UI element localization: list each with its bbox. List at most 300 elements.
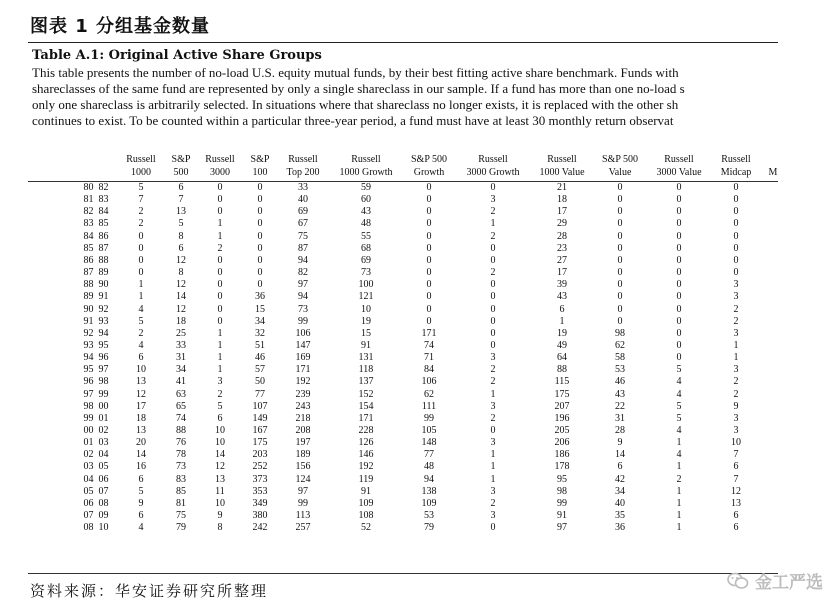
value-cell: 7 [138, 194, 144, 206]
table-row [28, 376, 778, 388]
value-cell: 167 [252, 425, 268, 436]
value-cell: 53 [424, 510, 434, 522]
value-cell: 2 [138, 327, 144, 339]
table-row [28, 401, 778, 413]
value-cell: 10 [361, 303, 371, 315]
value-cell: 1 [217, 230, 223, 242]
value-cell: 28 [557, 230, 567, 242]
period-cell: 81 83 [83, 194, 109, 206]
value-cell: 126 [358, 437, 374, 449]
column-header-line2: 100 [252, 167, 268, 178]
column-header-line1: S&P 500 [410, 154, 448, 165]
value-cell: 1 [676, 461, 682, 473]
value-cell: 0 [617, 254, 623, 266]
period-cell: 99 01 [83, 412, 109, 424]
value-cell: 171 [358, 412, 374, 424]
value-cell: 0 [617, 267, 623, 279]
value-cell: 148 [421, 437, 437, 449]
value-cell: 84 [424, 364, 434, 376]
value-cell: 91 [361, 339, 371, 351]
value-cell: 0 [426, 279, 432, 291]
column-header-line2: 1000 [131, 167, 151, 178]
value-cell: 0 [217, 315, 223, 327]
table-row [28, 425, 778, 437]
value-cell: 39 [557, 279, 567, 291]
value-cell: 0 [676, 230, 682, 242]
period-cell: 91 93 [83, 315, 109, 327]
value-cell: 2 [490, 376, 496, 388]
value-cell: 9 [217, 510, 223, 522]
period-cell: 94 96 [83, 352, 109, 364]
value-cell: 17 [557, 206, 567, 218]
value-cell: 99 [298, 497, 308, 509]
value-cell: 178 [554, 461, 570, 473]
value-cell: 43 [557, 291, 567, 303]
value-cell: 2 [138, 218, 144, 230]
value-cell: 0 [257, 182, 263, 193]
value-cell: 2 [733, 388, 739, 400]
table-row [28, 486, 778, 498]
value-cell: 58 [615, 352, 625, 364]
period-cell: 95 97 [83, 364, 109, 376]
value-cell: 18 [176, 315, 186, 327]
value-cell: 28 [615, 425, 625, 436]
value-cell: 0 [257, 254, 263, 266]
value-cell: 9 [733, 400, 739, 412]
value-cell: 2 [733, 303, 739, 315]
value-cell: 0 [217, 279, 223, 291]
value-cell: 53 [615, 364, 625, 376]
period-cell: 85 87 [83, 242, 109, 254]
value-cell: 65 [176, 400, 186, 412]
value-cell: 208 [295, 425, 311, 436]
value-cell: 353 [252, 485, 268, 497]
source-rule [28, 573, 778, 574]
value-cell: 0 [676, 327, 682, 339]
value-cell: 14 [136, 449, 146, 461]
value-cell: 77 [424, 449, 434, 461]
value-cell: 0 [490, 303, 496, 315]
period-cell: 02 04 [83, 449, 109, 461]
value-cell: 75 [298, 230, 308, 242]
value-cell: 1 [490, 388, 496, 400]
table-row [28, 449, 778, 461]
column-header-line2: Midcap [720, 167, 752, 178]
period-cell: 90 92 [83, 303, 109, 315]
table-row [28, 206, 778, 218]
table-image [28, 46, 778, 566]
value-cell: 85 [176, 485, 186, 497]
value-cell: 138 [421, 485, 437, 497]
value-cell: 40 [615, 497, 625, 509]
value-cell: 55 [361, 230, 371, 242]
value-cell: 77 [255, 388, 265, 400]
value-cell: 0 [426, 267, 432, 279]
value-cell: 243 [295, 400, 311, 412]
value-cell: 1 [733, 352, 739, 364]
value-cell: 0 [617, 218, 623, 230]
value-cell: 100 [358, 279, 374, 291]
value-cell: 0 [617, 206, 623, 218]
period-cell: 88 90 [83, 279, 109, 291]
value-cell: 0 [426, 182, 432, 193]
wechat-icon [727, 572, 749, 590]
table-row [28, 413, 778, 425]
value-cell: 0 [676, 279, 682, 291]
value-cell: 228 [358, 425, 374, 436]
value-cell: 68 [361, 242, 371, 254]
value-cell: 60 [361, 194, 371, 206]
period-cell: 80 82 [83, 182, 109, 193]
value-cell: 0 [217, 267, 223, 279]
value-cell: 6 [178, 242, 184, 254]
value-cell: 0 [617, 194, 623, 206]
value-cell: 0 [217, 254, 223, 266]
period-cell: 82 84 [83, 206, 109, 218]
value-cell: 75 [176, 510, 186, 522]
watermark [727, 568, 823, 593]
value-cell: 31 [615, 412, 625, 424]
value-cell: 74 [424, 339, 434, 351]
value-cell: 3 [733, 279, 739, 291]
value-cell: 4 [676, 449, 682, 461]
value-cell: 6 [617, 461, 623, 473]
column-header-line1: S&P [250, 154, 270, 165]
value-cell: 2 [217, 242, 223, 254]
value-cell: 6 [138, 510, 144, 522]
value-cell: 64 [557, 352, 567, 364]
table-row [28, 352, 778, 364]
value-cell: 78 [176, 449, 186, 461]
value-cell: 52 [361, 522, 371, 534]
value-cell: 207 [554, 400, 570, 412]
value-cell: 0 [217, 291, 223, 303]
value-cell: 0 [676, 339, 682, 351]
table-description-line: only one shareclass is arbitrarily selected. In situations where that shareclass no longer exists, it is replaced with the other sh [32, 97, 679, 112]
value-cell: 5 [138, 315, 144, 327]
value-cell: 2 [490, 497, 496, 509]
value-cell: 5 [138, 485, 144, 497]
value-cell: 7 [178, 194, 184, 206]
value-cell: 2 [490, 206, 496, 218]
column-header-line1: Russell [126, 154, 156, 165]
value-cell: 35 [615, 510, 625, 522]
value-cell: 380 [252, 510, 268, 522]
value-cell: 0 [426, 206, 432, 218]
value-cell: 6 [559, 303, 565, 315]
value-cell: 0 [490, 425, 496, 436]
value-cell: 33 [176, 339, 186, 351]
value-cell: 5 [676, 364, 682, 376]
value-cell: 109 [358, 497, 374, 509]
column-header-line2: M [768, 167, 778, 178]
value-cell: 91 [557, 510, 567, 522]
value-cell: 0 [617, 291, 623, 303]
value-cell: 0 [138, 254, 144, 266]
value-cell: 29 [557, 218, 567, 230]
value-cell: 108 [358, 510, 374, 522]
value-cell: 196 [554, 412, 570, 424]
value-cell: 0 [617, 279, 623, 291]
column-header-line1: S&P 500 [601, 154, 639, 165]
value-cell: 4 [676, 425, 682, 436]
value-cell: 13 [176, 206, 186, 218]
value-cell: 2 [138, 206, 144, 218]
value-cell: 0 [426, 194, 432, 206]
value-cell: 95 [557, 473, 567, 485]
value-cell: 6 [138, 473, 144, 485]
value-cell: 14 [215, 449, 225, 461]
value-cell: 13 [136, 425, 146, 436]
value-cell: 18 [557, 194, 567, 206]
value-cell: 0 [426, 218, 432, 230]
value-cell: 67 [298, 218, 308, 230]
period-cell: 86 88 [83, 254, 109, 266]
value-cell: 121 [358, 291, 374, 303]
value-cell: 46 [255, 352, 265, 364]
period-cell: 83 85 [83, 218, 109, 230]
value-cell: 6 [733, 510, 739, 522]
value-cell: 0 [138, 230, 144, 242]
value-cell: 6 [217, 412, 223, 424]
value-cell: 17 [557, 267, 567, 279]
value-cell: 149 [252, 412, 268, 424]
value-cell: 169 [295, 352, 311, 364]
value-cell: 1 [676, 510, 682, 522]
value-cell: 0 [617, 230, 623, 242]
value-cell: 4 [138, 303, 144, 315]
value-cell: 1 [217, 352, 223, 364]
value-cell: 7 [733, 449, 739, 461]
column-header-line1: Russell [547, 154, 577, 165]
period-cell: 98 00 [83, 400, 109, 412]
value-cell: 175 [252, 437, 268, 449]
value-cell: 10 [215, 437, 225, 449]
column-header-line1: Russell [664, 154, 694, 165]
value-cell: 156 [295, 461, 311, 473]
value-cell: 0 [426, 254, 432, 266]
value-cell: 373 [252, 473, 268, 485]
value-cell: 88 [176, 425, 186, 436]
value-cell: 0 [490, 327, 496, 339]
value-cell: 19 [557, 327, 567, 339]
value-cell: 4 [138, 339, 144, 351]
value-cell: 3 [733, 425, 739, 436]
value-cell: 1 [217, 327, 223, 339]
value-cell: 34 [255, 315, 265, 327]
value-cell: 42 [615, 473, 625, 485]
value-cell: 3 [217, 376, 223, 388]
table-row [28, 267, 778, 279]
value-cell: 76 [176, 437, 186, 449]
column-header-line2: Value [608, 167, 632, 178]
period-cell: 05 07 [83, 485, 109, 497]
value-cell: 0 [733, 218, 739, 230]
value-cell: 3 [490, 400, 496, 412]
table-description-line: shareclasses of the same fund are represented by only a single shareclass in our sample. If a fund has more than one no-load s [32, 81, 685, 96]
value-cell: 205 [554, 425, 570, 436]
value-cell: 57 [255, 364, 265, 376]
value-cell: 257 [295, 522, 311, 534]
watermark-label: 金工严选 [755, 573, 823, 593]
value-cell: 0 [257, 242, 263, 254]
value-cell: 1 [217, 218, 223, 230]
table-row [28, 498, 778, 510]
table-row [28, 291, 778, 303]
value-cell: 8 [178, 267, 184, 279]
value-cell: 1 [676, 485, 682, 497]
table-row [28, 279, 778, 291]
value-cell: 4 [138, 522, 144, 534]
value-cell: 109 [421, 497, 437, 509]
value-cell: 5 [676, 400, 682, 412]
value-cell: 2 [490, 267, 496, 279]
value-cell: 107 [252, 400, 268, 412]
value-cell: 1 [138, 279, 144, 291]
value-cell: 171 [295, 364, 311, 376]
table-row [28, 231, 778, 243]
value-cell: 0 [617, 315, 623, 327]
value-cell: 252 [252, 461, 268, 473]
period-cell: 92 94 [83, 327, 109, 339]
value-cell: 25 [176, 327, 186, 339]
table-row [28, 182, 778, 194]
table-row [28, 522, 778, 534]
table-row [28, 340, 778, 352]
value-cell: 32 [255, 327, 265, 339]
value-cell: 99 [298, 315, 308, 327]
column-header-line1: Russell [288, 154, 318, 165]
value-cell: 98 [615, 327, 625, 339]
value-cell: 62 [424, 388, 434, 400]
value-cell: 3 [733, 412, 739, 424]
table-row [28, 218, 778, 230]
value-cell: 74 [176, 412, 186, 424]
column-header-line2: Growth [413, 167, 445, 178]
value-cell: 0 [257, 218, 263, 230]
value-cell: 10 [215, 425, 225, 436]
value-cell: 131 [358, 352, 374, 364]
value-cell: 4 [676, 388, 682, 400]
value-cell: 50 [255, 376, 265, 388]
value-cell: 2 [733, 315, 739, 327]
value-cell: 48 [361, 218, 371, 230]
value-cell: 2 [490, 412, 496, 424]
table-row [28, 316, 778, 328]
table-row [28, 474, 778, 486]
table-row [28, 437, 778, 449]
value-cell: 12 [176, 279, 186, 291]
value-cell: 0 [733, 230, 739, 242]
table-row [28, 304, 778, 316]
value-cell: 79 [424, 522, 434, 534]
value-cell: 12 [731, 485, 741, 497]
value-cell: 171 [421, 327, 437, 339]
value-cell: 20 [136, 437, 146, 449]
value-cell: 0 [676, 267, 682, 279]
value-cell: 0 [676, 352, 682, 364]
value-cell: 1 [559, 315, 565, 327]
value-cell: 0 [490, 242, 496, 254]
value-cell: 51 [255, 339, 265, 351]
value-cell: 82 [298, 267, 308, 279]
value-cell: 119 [358, 473, 374, 485]
value-cell: 8 [178, 230, 184, 242]
value-cell: 94 [298, 254, 308, 266]
value-cell: 14 [176, 291, 186, 303]
value-cell: 0 [426, 242, 432, 254]
value-cell: 0 [490, 339, 496, 351]
period-cell: 84 86 [83, 230, 109, 242]
value-cell: 0 [617, 242, 623, 254]
column-header-line1 [728, 153, 778, 166]
value-cell: 88 [557, 364, 567, 376]
value-cell: 34 [615, 485, 625, 497]
column-header-line2: 3000 Value [656, 167, 702, 178]
period-cell: 87 89 [83, 267, 109, 279]
value-cell: 186 [554, 449, 570, 461]
value-cell: 12 [136, 388, 146, 400]
value-cell: 1 [676, 497, 682, 509]
period-cell: 97 99 [83, 388, 109, 400]
table-description-line: This table presents the number of no-load U.S. equity mutual funds, by their best fitting active share benchmark. Funds with [32, 65, 679, 80]
value-cell: 0 [733, 194, 739, 206]
value-cell: 0 [617, 303, 623, 315]
period-cell: 04 06 [83, 473, 109, 485]
period-cell: 00 02 [83, 425, 109, 436]
value-cell: 15 [361, 327, 371, 339]
value-cell: 73 [298, 303, 308, 315]
value-cell: 2 [676, 473, 682, 485]
value-cell: 97 [298, 279, 308, 291]
period-cell: 01 03 [83, 437, 109, 449]
value-cell: 0 [676, 206, 682, 218]
value-cell: 0 [676, 242, 682, 254]
value-cell: 0 [490, 315, 496, 327]
value-cell: 0 [733, 267, 739, 279]
value-cell: 81 [176, 497, 186, 509]
value-cell: 83 [176, 473, 186, 485]
column-header-line1: S&P [171, 154, 191, 165]
value-cell: 97 [557, 522, 567, 534]
value-cell: 3 [733, 291, 739, 303]
column-header-line2: 3000 Growth [466, 167, 520, 178]
value-cell: 1 [676, 522, 682, 534]
value-cell: 6 [733, 461, 739, 473]
value-cell: 48 [424, 461, 434, 473]
table-description-line: continues to exist. To be counted within a particular three-year period, a fund must have at least 30 monthly return observat [32, 113, 674, 128]
value-cell: 5 [138, 182, 144, 193]
value-cell: 349 [252, 497, 268, 509]
value-cell: 3 [490, 510, 496, 522]
table-row [28, 510, 778, 522]
value-cell: 3 [490, 352, 496, 364]
value-cell: 0 [426, 315, 432, 327]
value-cell: 0 [733, 206, 739, 218]
value-cell: 5 [178, 218, 184, 230]
value-cell: 3 [733, 364, 739, 376]
value-cell: 1 [490, 473, 496, 485]
value-cell: 0 [490, 291, 496, 303]
value-cell: 124 [295, 473, 311, 485]
value-cell: 0 [733, 242, 739, 254]
value-cell: 106 [421, 376, 437, 388]
value-cell: 2 [490, 364, 496, 376]
table-row [28, 328, 778, 340]
value-cell: 0 [490, 254, 496, 266]
table-row [28, 389, 778, 401]
value-cell: 118 [358, 364, 374, 376]
